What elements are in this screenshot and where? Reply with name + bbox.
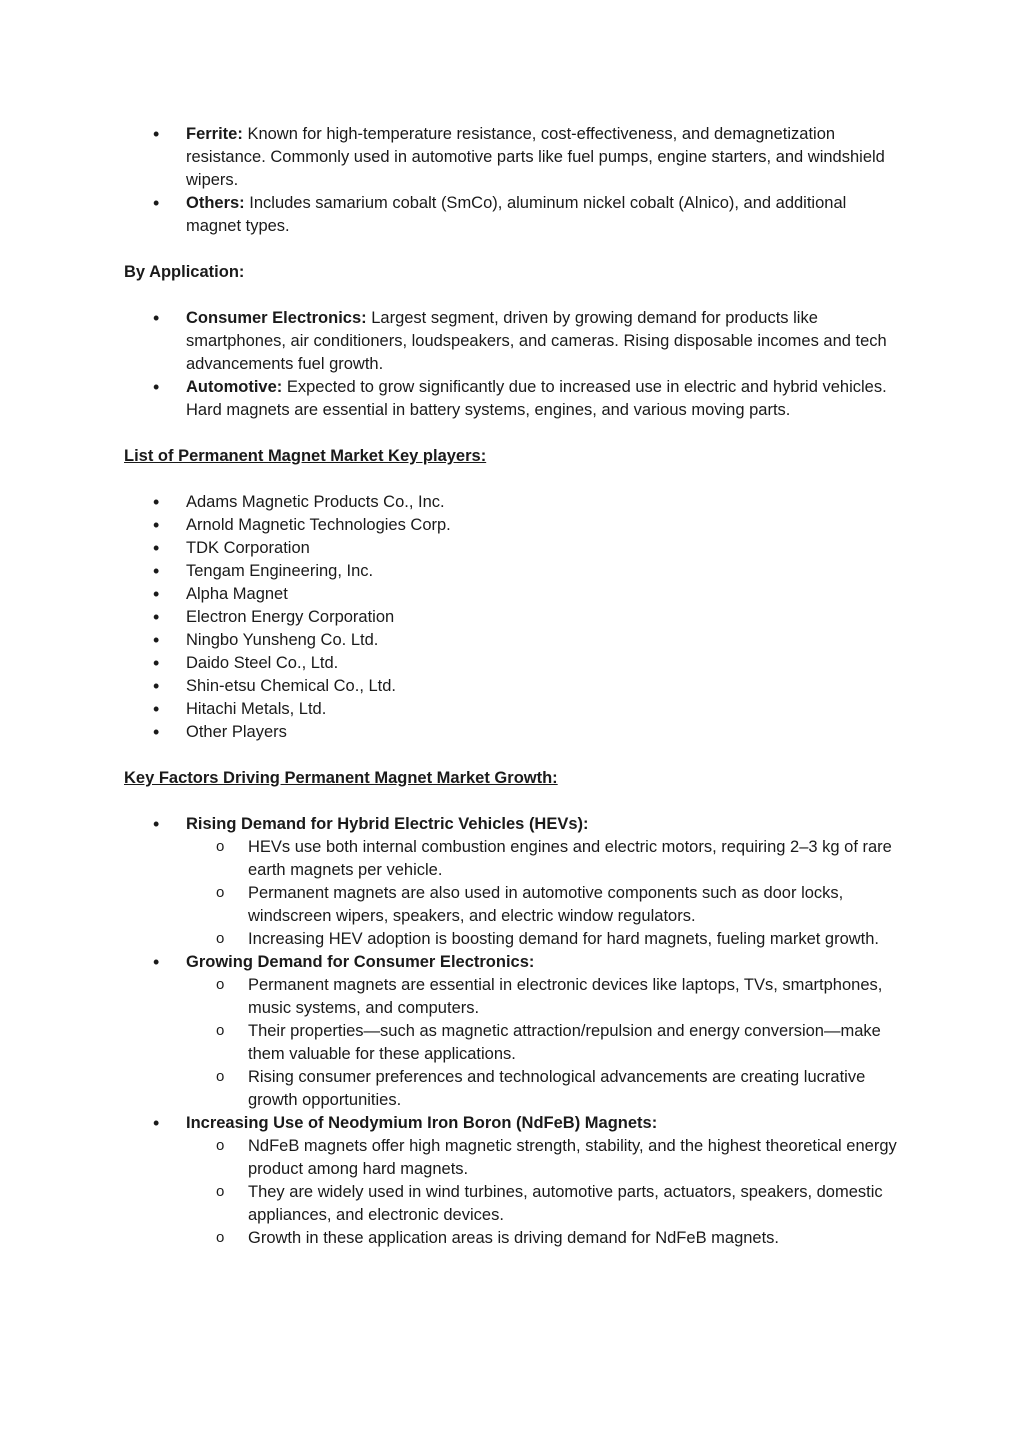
sub-list-item: o They are widely used in wind turbines, automotive parts, actuators, speakers, domestic appliances, and electronic devices.: [186, 1181, 904, 1227]
list-item: [124, 376, 904, 422]
sub-list-item: o Permanent magnets are also used in automotive components such as door locks, windscreen wipers, speakers, and electric window regulators.: [186, 882, 904, 928]
list-item: [124, 307, 904, 376]
list-item: • Arnold Magnetic Technologies Corp.: [124, 514, 904, 537]
list-item: • Hitachi Metals, Ltd.: [124, 698, 904, 721]
sub-list: [186, 974, 904, 1112]
term-label: Consumer Electronics:: [186, 309, 367, 327]
list-item: • Other Players: [124, 721, 904, 744]
list-item: • Adams Magnetic Products Co., Inc.: [124, 491, 904, 514]
list-item: [124, 813, 904, 951]
sub-list-item: o NdFeB magnets offer high magnetic strength, stability, and the highest theoretical energy product among hard magnets.: [186, 1135, 904, 1181]
term-description: Expected to grow significantly due to increased use in electric and hybrid vehicles. Hard magnets are essential in battery systems, engines, and various moving parts.: [186, 378, 887, 419]
term-label: Others:: [186, 194, 245, 212]
list-item: • Daido Steel Co., Ltd.: [124, 652, 904, 675]
application-list: [124, 307, 904, 422]
sub-list-item: o Rising consumer preferences and technological advancements are creating lucrative growth opportunities.: [186, 1066, 904, 1112]
sub-list: [186, 1135, 904, 1250]
sub-list-item: o Growth in these application areas is driving demand for NdFeB magnets.: [186, 1227, 904, 1250]
sub-list-item: o Permanent magnets are essential in electronic devices like laptops, TVs, smartphones, music systems, and computers.: [186, 974, 904, 1020]
term-description: Known for high-temperature resistance, cost-effectiveness, and demagnetization resistance. Commonly used in automotive parts like fuel pumps, engine starters, and windshield wipers.: [186, 125, 885, 189]
factor-title: Increasing Use of Neodymium Iron Boron (NdFeB) Magnets:: [186, 1114, 658, 1132]
document-page: [124, 123, 904, 1250]
list-item: [124, 192, 904, 238]
list-item: • Tengam Engineering, Inc.: [124, 560, 904, 583]
factors-heading: Key Factors Driving Permanent Magnet Market Growth:: [124, 769, 558, 787]
term-description: Includes samarium cobalt (SmCo), aluminum nickel cobalt (Alnico), and additional magnet types.: [186, 194, 847, 235]
sub-list-item: o Their properties—such as magnetic attraction/repulsion and energy conversion—make them valuable for these applications.: [186, 1020, 904, 1066]
term-label: Ferrite:: [186, 125, 243, 143]
term-description: Largest segment, driven by growing demand for products like smartphones, air conditioners, loudspeakers, and cameras. Rising disposable incomes and tech advancements fuel growth.: [186, 309, 887, 373]
players-heading: List of Permanent Magnet Market Key players:: [124, 447, 487, 465]
list-item: • Alpha Magnet: [124, 583, 904, 606]
factor-title: Growing Demand for Consumer Electronics:: [186, 953, 535, 971]
application-heading: By Application:: [124, 263, 245, 281]
list-item: • Electron Energy Corporation: [124, 606, 904, 629]
magnet-types-list: [124, 123, 904, 238]
list-item: [124, 123, 904, 192]
factors-list: [124, 813, 904, 1250]
factor-title: Rising Demand for Hybrid Electric Vehicles (HEVs):: [186, 815, 589, 833]
sub-list-item: o HEVs use both internal combustion engines and electric motors, requiring 2–3 kg of rare earth magnets per vehicle.: [186, 836, 904, 882]
list-item: [124, 951, 904, 1112]
players-list: [124, 491, 904, 744]
list-item: [124, 1112, 904, 1250]
list-item: • Ningbo Yunsheng Co. Ltd.: [124, 629, 904, 652]
sub-list-item: o Increasing HEV adoption is boosting demand for hard magnets, fueling market growth.: [186, 928, 904, 951]
list-item: • TDK Corporation: [124, 537, 904, 560]
list-item: • Shin-etsu Chemical Co., Ltd.: [124, 675, 904, 698]
sub-list: [186, 836, 904, 951]
term-label: Automotive:: [186, 378, 283, 396]
